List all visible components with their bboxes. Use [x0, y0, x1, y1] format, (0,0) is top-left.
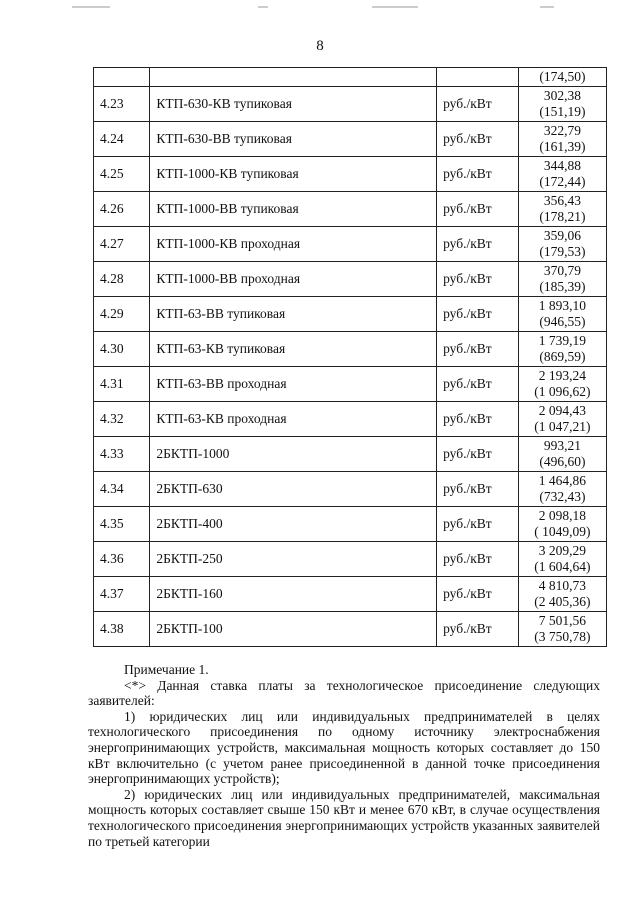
price-value-sub: (1 047,21)	[534, 419, 591, 434]
price-value-sub: (1 604,64)	[534, 559, 591, 574]
row-number-cell: 4.32	[94, 402, 150, 437]
price-value-sub: (178,21)	[539, 209, 586, 224]
table-row	[94, 297, 607, 332]
row-unit-cell: руб./кВт	[437, 87, 519, 122]
table-row	[94, 402, 607, 437]
price-value: 1 464,86	[538, 473, 587, 488]
row-number-cell: 4.28	[94, 262, 150, 297]
row-unit-cell: руб./кВт	[437, 437, 519, 472]
row-price-cell	[518, 577, 606, 612]
row-name-cell: 2БКТП-160	[150, 577, 437, 612]
row-price-cell	[518, 437, 606, 472]
table-row	[94, 542, 607, 577]
price-value: 2 193,24	[538, 368, 587, 383]
row-price-cell	[518, 297, 606, 332]
row-unit-cell: руб./кВт	[437, 612, 519, 647]
row-name-cell: КТП-63-ВВ проходная	[150, 367, 437, 402]
table-row	[94, 437, 607, 472]
row-price-cell	[518, 192, 606, 227]
price-value-sub: (2 405,36)	[534, 594, 591, 609]
row-name-cell: 2БКТП-250	[150, 542, 437, 577]
note-item-1: 1) юридических лиц или индивидуальных предпринимателей в целях технологического присоединения по одному источнику электроснабжения энергопринимающих устройств, максимальная мощность которых составляет до 150 кВт включительно (с учетом ранее присоединенной в данной точке присоединения энергопринимающих устройств);	[88, 708, 600, 787]
row-number-cell: 4.24	[94, 122, 150, 157]
price-value-sub: ( 1049,09)	[534, 524, 591, 539]
row-unit-cell: руб./кВт	[437, 297, 519, 332]
row-name-cell: 2БКТП-1000	[150, 437, 437, 472]
scan-artifact	[72, 6, 110, 8]
table-row	[94, 262, 607, 297]
row-price-cell	[518, 157, 606, 192]
price-value: 344,88	[543, 158, 581, 173]
price-value-sub: (179,53)	[539, 244, 586, 259]
row-price-cell	[518, 227, 606, 262]
row-name-cell: 2БКТП-400	[150, 507, 437, 542]
row-unit-cell: руб./кВт	[437, 192, 519, 227]
table-row-continued	[94, 68, 607, 87]
row-number-cell: 4.31	[94, 367, 150, 402]
note-section	[88, 662, 600, 849]
row-price-cell	[518, 612, 606, 647]
note-heading: Примечание 1.	[124, 662, 209, 677]
table-row	[94, 227, 607, 262]
price-value: 1 893,10	[538, 298, 587, 313]
row-name-cell: КТП-63-ВВ тупиковая	[150, 297, 437, 332]
row-unit-cell: руб./кВт	[437, 472, 519, 507]
price-value-sub: (3 750,78)	[534, 629, 591, 644]
row-unit-cell: руб./кВт	[437, 367, 519, 402]
price-value: 370,79	[543, 263, 581, 278]
row-number-cell: 4.35	[94, 507, 150, 542]
price-value-sub: (172,44)	[539, 174, 586, 189]
row-unit-cell: руб./кВт	[437, 507, 519, 542]
row-name-cell: КТП-1000-ВВ проходная	[150, 262, 437, 297]
price-value-sub: (732,43)	[539, 489, 586, 504]
row-name-cell	[150, 68, 437, 87]
row-price-cell	[518, 402, 606, 437]
table-row	[94, 367, 607, 402]
note-item-2: 2) юридических лиц или индивидуальных предпринимателей, максимальная мощность которых составляет свыше 150 кВт и менее 670 кВт, в случае осуществления технологического присоединения энергопринимающих устройств указанных заявителей по третьей категории	[88, 786, 600, 849]
row-number-cell: 4.33	[94, 437, 150, 472]
row-number-cell: 4.34	[94, 472, 150, 507]
table-row	[94, 472, 607, 507]
row-unit-cell: руб./кВт	[437, 577, 519, 612]
row-number-cell: 4.37	[94, 577, 150, 612]
row-name-cell: 2БКТП-630	[150, 472, 437, 507]
row-number-cell: 4.26	[94, 192, 150, 227]
row-unit-cell	[437, 68, 519, 87]
row-unit-cell: руб./кВт	[437, 332, 519, 367]
table-row	[94, 122, 607, 157]
row-unit-cell: руб./кВт	[437, 122, 519, 157]
price-value-sub: (185,39)	[539, 279, 586, 294]
row-price-cell	[518, 262, 606, 297]
tariff-table	[93, 67, 607, 647]
row-number-cell: 4.30	[94, 332, 150, 367]
row-number-cell: 4.27	[94, 227, 150, 262]
price-value: 7 501,56	[538, 613, 587, 628]
scan-artifact	[258, 6, 268, 8]
price-value: 4 810,73	[538, 578, 587, 593]
row-name-cell: 2БКТП-100	[150, 612, 437, 647]
row-unit-cell: руб./кВт	[437, 402, 519, 437]
row-name-cell: КТП-1000-ВВ тупиковая	[150, 192, 437, 227]
row-price-cell	[518, 122, 606, 157]
row-unit-cell: руб./кВт	[437, 227, 519, 262]
row-number-cell: 4.23	[94, 87, 150, 122]
price-value-sub: (946,55)	[539, 314, 586, 329]
page-number: 8	[316, 38, 324, 54]
price-value-sub: (161,39)	[539, 139, 586, 154]
row-price-cell	[518, 332, 606, 367]
price-value-sub: (1 096,62)	[534, 384, 591, 399]
price-value: 993,21	[543, 438, 581, 453]
scan-artifact	[372, 6, 418, 8]
row-name-cell: КТП-1000-КВ тупиковая	[150, 157, 437, 192]
row-price-cell	[518, 87, 606, 122]
scan-artifact	[540, 6, 554, 8]
price-value-sub: (869,59)	[539, 349, 586, 364]
tariff-table-body	[94, 68, 607, 647]
row-name-cell: КТП-630-КВ тупиковая	[150, 87, 437, 122]
table-row	[94, 577, 607, 612]
price-value: 359,06	[543, 228, 581, 243]
row-name-cell: КТП-63-КВ проходная	[150, 402, 437, 437]
row-unit-cell: руб./кВт	[437, 157, 519, 192]
row-unit-cell: руб./кВт	[437, 262, 519, 297]
row-name-cell: КТП-63-КВ тупиковая	[150, 332, 437, 367]
row-number-cell: 4.38	[94, 612, 150, 647]
price-value-sub: (496,60)	[539, 454, 586, 469]
row-number-cell: 4.36	[94, 542, 150, 577]
table-row	[94, 157, 607, 192]
table-row	[94, 192, 607, 227]
note-intro: <*> Данная ставка платы за технологическое присоединение следующих заявителей:	[88, 677, 600, 709]
row-name-cell: КТП-1000-КВ проходная	[150, 227, 437, 262]
row-price-cell: (174,50)	[518, 68, 606, 87]
price-value: 356,43	[543, 193, 581, 208]
price-value: 1 739,19	[538, 333, 587, 348]
price-value: 2 098,18	[538, 508, 587, 523]
table-row	[94, 332, 607, 367]
price-value-sub: (151,19)	[539, 104, 586, 119]
row-number-cell: 4.29	[94, 297, 150, 332]
table-row	[94, 87, 607, 122]
row-number-cell: 4.25	[94, 157, 150, 192]
price-value: 3 209,29	[538, 543, 587, 558]
price-value: 322,79	[543, 123, 581, 138]
table-row	[94, 612, 607, 647]
price-value: 2 094,43	[538, 403, 587, 418]
row-unit-cell: руб./кВт	[437, 542, 519, 577]
table-row	[94, 507, 607, 542]
price-value: 302,38	[543, 88, 581, 103]
row-number-cell	[94, 68, 150, 87]
row-price-cell	[518, 507, 606, 542]
row-price-cell	[518, 542, 606, 577]
row-price-cell	[518, 472, 606, 507]
row-name-cell: КТП-630-ВВ тупиковая	[150, 122, 437, 157]
row-price-cell	[518, 367, 606, 402]
